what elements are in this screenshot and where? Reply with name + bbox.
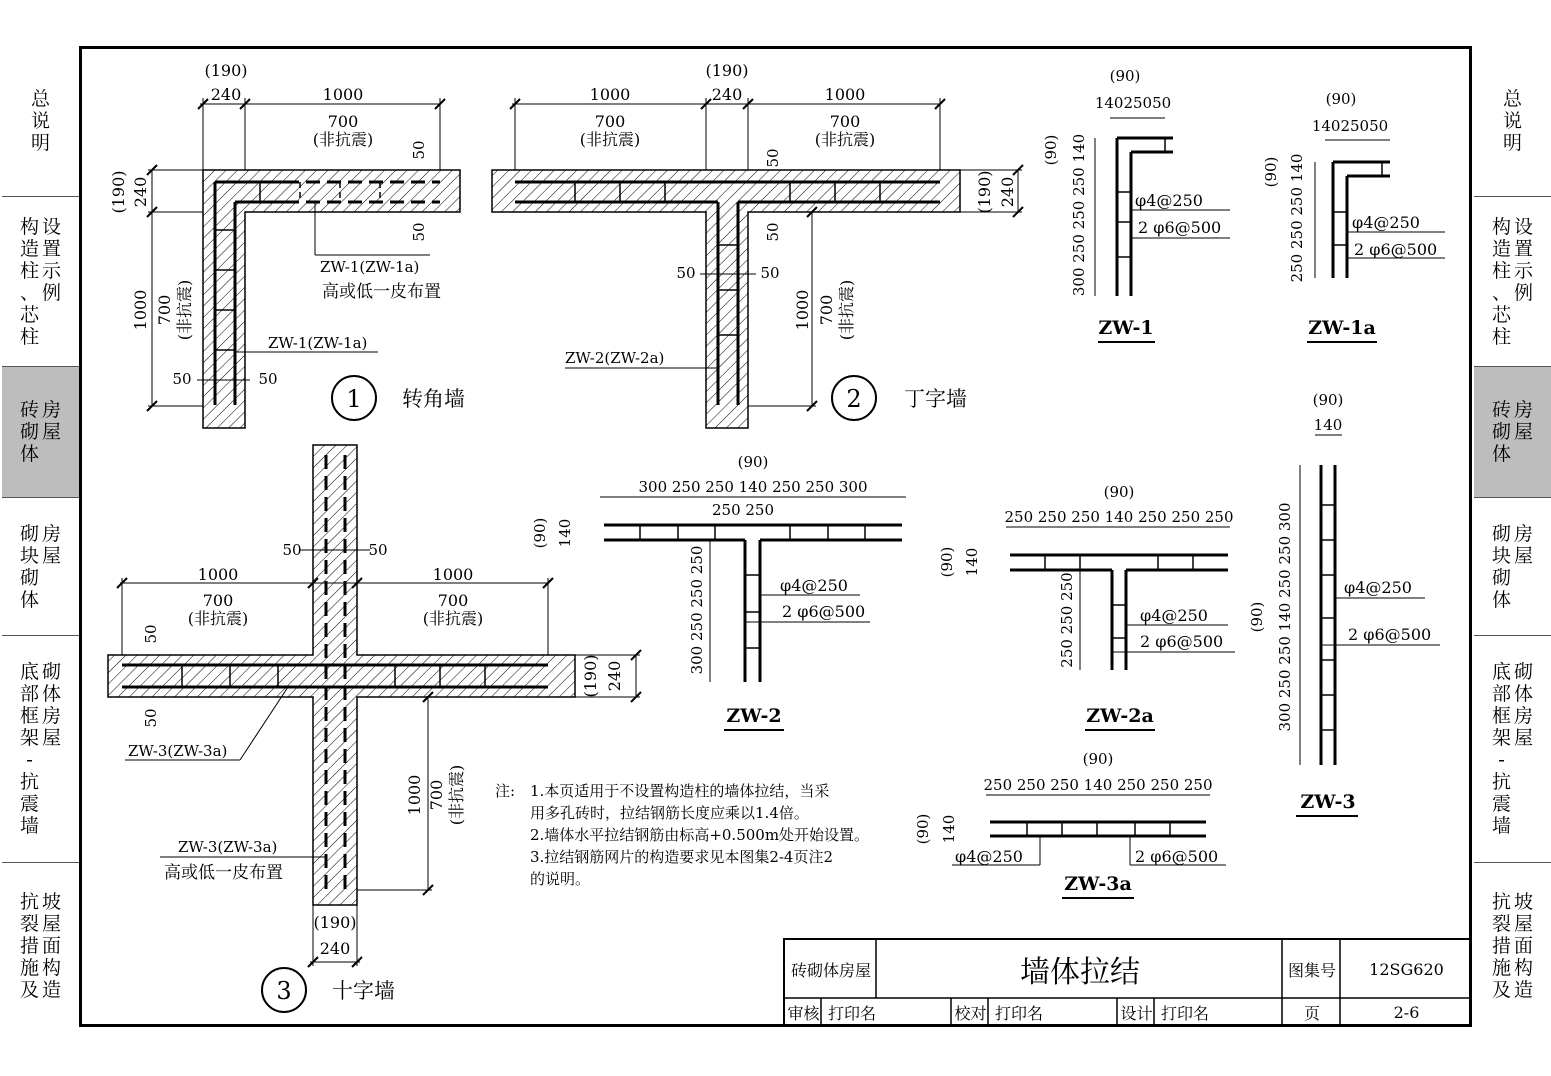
sidebar-label-char: 屋 <box>42 727 62 749</box>
d2-title: 丁字墙 <box>904 387 967 411</box>
zw2-top-dims-2: 250 250 <box>711 501 775 519</box>
d1-dim-240-top: 240 <box>210 85 242 104</box>
sidebar-label-char: 屋 <box>1514 421 1534 443</box>
sidebar-label-char: 底 <box>1491 661 1511 683</box>
d1-nonseismic-top: (非抗震) <box>312 130 374 149</box>
notes-line-5: 的说明。 <box>530 870 591 888</box>
d2-dim-50-l: 50 <box>676 264 696 282</box>
d3-dim-50-t: 50 <box>142 624 160 644</box>
sidebar-label-char: 造 <box>1514 979 1534 1001</box>
notes-line-2: 用多孔砖时，拉结钢筋长度应乘以1.4倍。 <box>530 804 809 822</box>
d3-dim-1000-v: 1000 <box>405 774 424 816</box>
sidebar-label-char: 构 <box>1514 957 1534 979</box>
sidebar-label-char: 体 <box>19 443 39 465</box>
d1-title: 转角墙 <box>402 387 465 411</box>
sidebar-label-char: 例 <box>42 281 62 304</box>
sidebar-label-char: 坡 <box>42 891 62 913</box>
sidebar-label-char: 房 <box>42 705 62 727</box>
zw2-phi4: φ4@250 <box>780 576 848 595</box>
sidebar-label-char: 措 <box>19 935 39 957</box>
sidebar-label-char: 砌 <box>19 566 39 589</box>
tb-check-name: 打印名 <box>994 1004 1043 1023</box>
d1-dim-50-t: 50 <box>410 140 428 160</box>
d3-label-a: ZW-3(ZW-3a) <box>128 742 228 760</box>
d1-dim-240-left: 240 <box>131 176 150 208</box>
sidebar-label-char: 柱 <box>19 325 39 348</box>
sidebar-label-char: 架 <box>1491 727 1511 749</box>
sidebar-label-char: 墙 <box>1491 815 1511 837</box>
sidebar-label-char: 块 <box>19 544 39 567</box>
d3-dim-50-b: 50 <box>142 708 160 728</box>
zw2a-title: ZW-2a <box>1086 705 1154 727</box>
sidebar-label-char: 砌 <box>19 522 39 545</box>
notes-head: 注: <box>495 782 516 800</box>
zw1-title: ZW-1 <box>1098 317 1154 339</box>
tb-title: 墙体拉结 <box>1020 955 1140 990</box>
sidebar-label-char: 砌 <box>1491 421 1511 443</box>
zw3a-title: ZW-3a <box>1064 873 1132 895</box>
sidebar-label-char: 房 <box>42 399 62 421</box>
d2-dim-700-v: 700 <box>817 294 836 326</box>
d3-nonseismic-l: (非抗震) <box>187 609 249 628</box>
sidebar-label-char: 房 <box>1514 399 1534 421</box>
d2-dim-1000-r: 1000 <box>824 85 866 104</box>
tb-check-label: 校对 <box>954 1004 987 1023</box>
zw1-phi4: φ4@250 <box>1135 191 1203 210</box>
d3-number: 3 <box>276 977 292 1005</box>
zw2a-d140-v: 140 <box>963 547 981 577</box>
sidebar-label-char: 砌 <box>19 421 39 443</box>
d2-dim-190-right: (190) <box>975 170 994 214</box>
d1-label-a: ZW-1(ZW-1a) <box>320 258 420 276</box>
sidebar-label-char: 总 <box>1502 88 1522 110</box>
sidebar-label-char: 砖 <box>1491 399 1511 421</box>
sidebar-label-char: 框 <box>19 705 39 727</box>
d2-nonseismic-l: (非抗震) <box>579 130 641 149</box>
zw1a-phi6: 2 φ6@500 <box>1354 240 1438 259</box>
d1-number: 1 <box>346 385 362 413</box>
zw1-top-dims: 14025050 <box>1094 94 1172 112</box>
sidebar-label-char: 明 <box>30 132 50 154</box>
tb-atlas-no: 12SG620 <box>1369 959 1444 979</box>
notes-line-1: 1.本页适用于不设置构造柱的墙体拉结，当采 <box>530 782 830 800</box>
sidebar-label-char: 房 <box>42 522 62 545</box>
sidebar-label-char: 抗 <box>1491 771 1511 793</box>
sidebar-label-char: 屋 <box>42 544 62 567</box>
sidebar-label-char: 裂 <box>1491 913 1511 935</box>
sidebar-label-char: 面 <box>1514 935 1534 957</box>
sidebar-label-char: 施 <box>1491 957 1511 979</box>
zw3-title: ZW-3 <box>1300 791 1356 813</box>
sidebar-label-char: 裂 <box>19 913 39 935</box>
title-block <box>783 938 1472 1027</box>
sidebar-label-char: 造 <box>42 979 62 1001</box>
sidebar-label-char: 构 <box>19 215 39 238</box>
mesh-zw2a <box>938 483 1235 730</box>
sidebar-label-char: 说 <box>1502 110 1522 132</box>
d1-dim-50-r: 50 <box>258 370 278 388</box>
d2-dim-240-right: 240 <box>998 176 1017 208</box>
tb-page-no: 2-6 <box>1393 1003 1420 1022</box>
tb-design-label: 设计 <box>1120 1004 1153 1023</box>
sidebar-label-char: 及 <box>1491 979 1511 1001</box>
d3-dim-1000-r: 1000 <box>432 565 474 584</box>
sidebar-label-char: 体 <box>19 588 39 611</box>
zw1a-d90: (90) <box>1325 90 1357 108</box>
sidebar-label-char: 造 <box>19 237 39 260</box>
d2-dim-240-top: 240 <box>711 85 743 104</box>
d2-dim-700-r: 700 <box>829 112 861 131</box>
zw2-phi6: 2 φ6@500 <box>782 602 866 621</box>
sidebar-label-char: 构 <box>1491 215 1511 238</box>
mesh-zw1a <box>1262 90 1445 342</box>
sidebar-label-char: 墙 <box>19 815 39 837</box>
d3-label-b-note: 高或低一皮布置 <box>164 863 283 883</box>
d3-dim-700-l: 700 <box>202 591 234 610</box>
sidebar-label-char: 置 <box>1514 237 1534 260</box>
sidebar-label-char: 芯 <box>19 303 39 326</box>
tb-review-name: 打印名 <box>827 1004 876 1023</box>
sidebar-label-char: 柱 <box>19 259 39 282</box>
sidebar-label-char: 面 <box>42 935 62 957</box>
zw2-d90: (90) <box>737 453 769 471</box>
d2-dim-50-r: 50 <box>760 264 780 282</box>
zw2a-side-dims: 250 250 250 <box>1058 572 1076 668</box>
d2-dim-50-t: 50 <box>764 148 782 168</box>
d3-label-b: ZW-3(ZW-3a) <box>178 838 278 856</box>
sidebar-label-char: 造 <box>1491 237 1511 260</box>
d3-dim-50-r: 50 <box>368 541 388 559</box>
d2-nonseismic-r: (非抗震) <box>814 130 876 149</box>
sidebar-label-char: 芯 <box>1491 303 1511 326</box>
sidebar-label-char: 砌 <box>42 661 62 683</box>
zw2-title: ZW-2 <box>726 705 782 727</box>
zw1a-phi4: φ4@250 <box>1352 213 1420 232</box>
zw3-side-dims: 300 250 250 140 250 250 300 <box>1276 502 1294 732</box>
zw1-d90: (90) <box>1109 67 1141 85</box>
d1-dim-50-l: 50 <box>172 370 192 388</box>
sidebar-label-char: 底 <box>19 661 39 683</box>
sidebar-label-char: 框 <box>1491 705 1511 727</box>
mesh-zw3 <box>1248 391 1440 816</box>
notes-line-3: 2.墙体水平拉结钢筋由标高+0.500m处开始设置。 <box>530 826 870 844</box>
d2-dim-1000-v: 1000 <box>793 289 812 331</box>
zw3a-top-dims: 250 250 250 140 250 250 250 <box>983 776 1213 794</box>
tb-atlas-label: 图集号 <box>1287 960 1336 980</box>
sidebar-label-char: 体 <box>1491 443 1511 465</box>
d3-dim-240-bot: 240 <box>319 939 351 958</box>
sidebar-label-char: 体 <box>1514 683 1534 705</box>
d3-dim-700-r: 700 <box>437 591 469 610</box>
sidebar-label-char: 体 <box>42 683 62 705</box>
d2-nonseismic-v: (非抗震) <box>837 279 856 341</box>
sidebar-label-char: 震 <box>19 793 39 815</box>
sidebar-label-char: 房 <box>1514 705 1534 727</box>
zw2a-d90-v: (90) <box>938 546 956 578</box>
sidebar-label-char: 示 <box>42 259 62 282</box>
sidebar-label-char: 说 <box>30 110 50 132</box>
sidebar-label-char: 例 <box>1514 281 1534 304</box>
d3-nonseismic-r: (非抗震) <box>422 609 484 628</box>
sidebar-label-char: 震 <box>1491 793 1511 815</box>
sidebar-label-char: 抗 <box>1491 891 1511 913</box>
zw2a-phi6: 2 φ6@500 <box>1140 632 1224 651</box>
zw1-side-dims: 300 250 250 250 140 <box>1070 133 1088 297</box>
notes <box>495 782 869 888</box>
zw3-d90-v: (90) <box>1248 601 1266 633</box>
zw3-phi4: φ4@250 <box>1344 578 1412 597</box>
d3-dim-240-right: 240 <box>605 660 624 692</box>
tb-design-name: 打印名 <box>1160 1004 1209 1023</box>
detail-1-corner-wall <box>109 61 465 428</box>
d3-dim-1000-l: 1000 <box>197 565 239 584</box>
zw1a-side-dims: 250 250 250 140 <box>1288 153 1306 283</box>
sidebar-label-char: 总 <box>30 88 50 110</box>
detail-2-t-wall <box>492 61 1023 428</box>
sidebar-label-char: 砌 <box>1514 661 1534 683</box>
sidebar-label-char: 架 <box>19 727 39 749</box>
zw3a-d90: (90) <box>1082 750 1114 768</box>
sidebar-label-char: 块 <box>1491 544 1511 567</box>
zw1a-top-dims: 14025050 <box>1311 117 1389 135</box>
zw2-d140-v: 140 <box>556 518 574 548</box>
d1-dim-190-top: (190) <box>204 61 248 80</box>
sidebar-label-char: 明 <box>1502 132 1522 154</box>
zw1-d90-v: (90) <box>1042 134 1060 166</box>
d3-nonseismic-v: (非抗震) <box>447 764 466 826</box>
zw3a-d90-v: (90) <box>914 813 932 845</box>
d2-label: ZW-2(ZW-2a) <box>565 349 665 367</box>
zw3a-phi4: φ4@250 <box>955 847 1023 866</box>
sidebar-label-char: 、 <box>19 281 39 304</box>
sidebar-label-char: - <box>26 749 33 771</box>
tb-page-label: 页 <box>1303 1004 1320 1023</box>
notes-line-4: 3.拉结钢筋网片的构造要求见本图集2-4页注2 <box>530 848 834 866</box>
zw2a-top-dims: 250 250 250 140 250 250 250 <box>1004 508 1234 526</box>
sidebar-label-char: 设 <box>42 215 62 238</box>
sidebar-label-char: 示 <box>1514 259 1534 282</box>
d2-number: 2 <box>846 385 862 413</box>
sidebar-label-char: - <box>1498 749 1505 771</box>
zw1a-d90-v: (90) <box>1262 156 1280 188</box>
d2-dim-700-l: 700 <box>594 112 626 131</box>
d1-dim-700-left: 700 <box>155 294 174 326</box>
zw3-d140: 140 <box>1313 416 1343 434</box>
sidebar-label-char: 措 <box>1491 935 1511 957</box>
sidebar-label-char: 柱 <box>1491 325 1511 348</box>
d2-dim-190-top: (190) <box>705 61 749 80</box>
d2-dim-50-b: 50 <box>764 222 782 242</box>
zw2-top-dims: 300 250 250 140 250 250 300 <box>638 478 868 496</box>
sidebar-label-char: 屋 <box>1514 544 1534 567</box>
sidebar-label-char: 设 <box>1514 215 1534 238</box>
sidebar-label-char: 部 <box>1491 683 1511 705</box>
sidebar-label-char: 置 <box>42 237 62 260</box>
mesh-zw1 <box>1042 67 1230 342</box>
d1-dim-700-top: 700 <box>327 112 359 131</box>
zw3a-d140-v: 140 <box>940 814 958 844</box>
sidebar-label-char: 屋 <box>42 913 62 935</box>
sidebar-label-char: 抗 <box>19 771 39 793</box>
zw2a-d90: (90) <box>1103 483 1135 501</box>
sidebar-label-char: 砌 <box>1491 522 1511 545</box>
zw2-d90-v: (90) <box>531 517 549 549</box>
sidebar-label-char: 屋 <box>1514 727 1534 749</box>
d3-dim-190-right: (190) <box>581 654 600 698</box>
sidebar-label-char: 屋 <box>1514 913 1534 935</box>
d3-title: 十字墙 <box>332 979 395 1003</box>
d1-label-a-note: 高或低一皮布置 <box>322 282 441 302</box>
sidebar-label-char: 屋 <box>42 421 62 443</box>
sidebar-label-char: 砌 <box>1491 566 1511 589</box>
tb-category: 砖砌体房屋 <box>790 960 871 980</box>
zw3-d90: (90) <box>1312 391 1344 409</box>
d1-dim-1000-left: 1000 <box>131 289 150 331</box>
d3-dim-700-v: 700 <box>427 779 446 811</box>
zw2-side-dims: 300 250 250 250 <box>688 545 706 675</box>
sidebar-label-char: 房 <box>1514 522 1534 545</box>
sidebar-label-char: 构 <box>42 957 62 979</box>
sidebar-label-char: 体 <box>1491 588 1511 611</box>
zw2a-phi4: φ4@250 <box>1140 606 1208 625</box>
d1-dim-190-left: (190) <box>109 170 128 214</box>
d1-dim-50-b: 50 <box>410 222 428 242</box>
tb-review-label: 审核 <box>787 1004 820 1023</box>
d1-label-b: ZW-1(ZW-1a) <box>268 334 368 352</box>
sidebar-label-char: 施 <box>19 957 39 979</box>
d1-nonseismic-left: (非抗震) <box>175 279 194 341</box>
sidebar-label-char: 、 <box>1491 281 1511 304</box>
sidebar-label-char: 砖 <box>19 399 39 421</box>
mesh-zw3a <box>914 750 1226 898</box>
sidebar-label-char: 部 <box>19 683 39 705</box>
zw1-phi6: 2 φ6@500 <box>1138 218 1222 237</box>
sidebar-label-char: 坡 <box>1514 891 1534 913</box>
zw3-phi6: 2 φ6@500 <box>1348 625 1432 644</box>
d2-dim-1000-l: 1000 <box>589 85 631 104</box>
d3-dim-50-l: 50 <box>282 541 302 559</box>
sidebar-label-char: 柱 <box>1491 259 1511 282</box>
d3-dim-190-bot: (190) <box>313 913 357 932</box>
zw3a-phi6: 2 φ6@500 <box>1135 847 1219 866</box>
zw1a-title: ZW-1a <box>1308 317 1376 339</box>
d1-dim-1000-top: 1000 <box>322 85 364 104</box>
sidebar-label-char: 及 <box>19 979 39 1001</box>
sidebar-label-char: 抗 <box>19 891 39 913</box>
